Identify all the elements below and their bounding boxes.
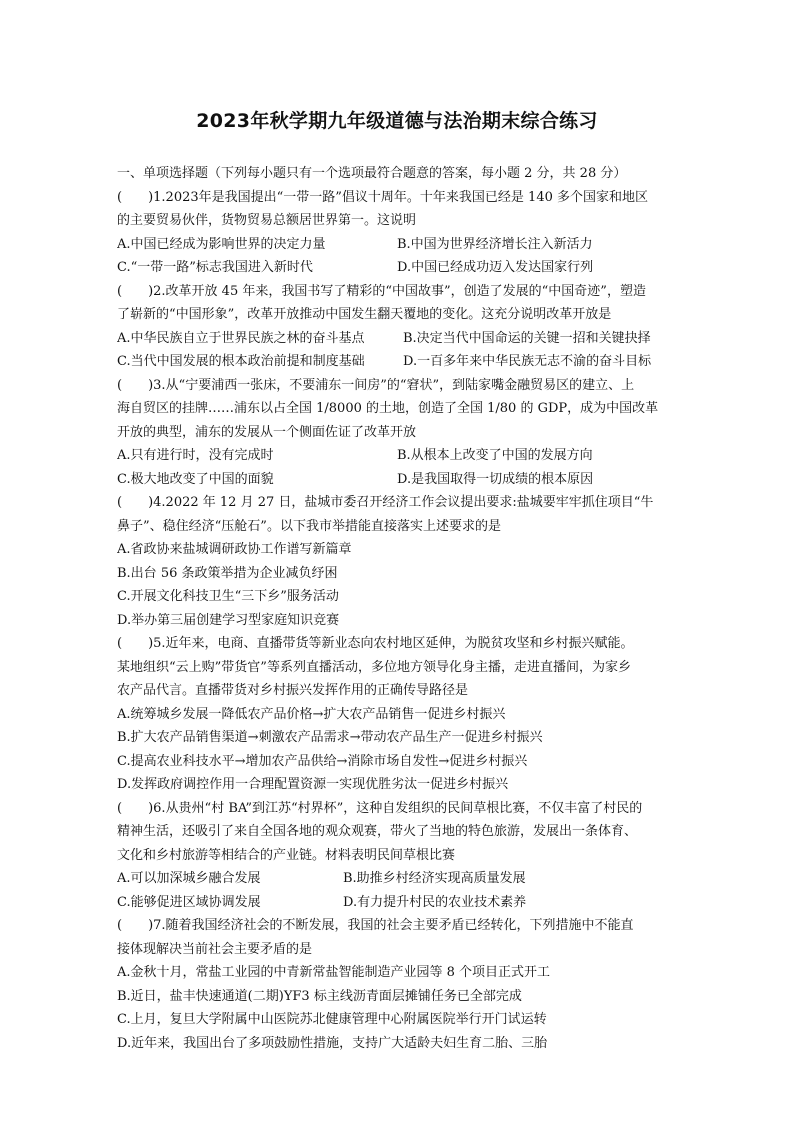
option-row: [117, 256, 677, 280]
question-stem-line: 农产品代言。直播带货对乡村振兴发挥作用的正确传导路径是: [117, 683, 469, 698]
option-c: C.提高农业科技水平→增加农产品供给→消除市场自发性→促进乡村振兴: [117, 753, 528, 769]
question-stem-line: 文化和乡村旅游等相结合的产业链。材料表明民间草根比赛: [117, 847, 456, 863]
question-stem-line: 鼻子”、稳住经济“压舱石”。以下我市举措能直接落实上述要求的是: [117, 518, 501, 534]
option-c: C.上月，复旦大学附属中山医院苏北健康管理中心附属医院举行开门试运转: [117, 1012, 547, 1027]
option-d: D.是我国取得一切成绩的根本原因: [397, 471, 594, 487]
question-stem-line: ( )4.2022 年 12 月 27 日，盐城市委召开经济工作会议提出要求:盐城要牢牢抓住项目“牛: [117, 495, 654, 510]
question-stem-line: 精神生活，还吸引了来自全国各地的观众观赛，带火了当地的特色旅游，发展出一条体育、: [117, 824, 638, 839]
option-c: C.“一带一路”标志我国进入新时代: [117, 260, 313, 275]
question-stem-line: ( )7.随着我国经济社会的不断发展，我国的社会主要矛盾已经转化，下列措施中不能直: [117, 918, 634, 933]
question-stem-line: ( )1.2023年是我国提出“一带一路”倡议十周年。十年来我国已经是 140 多个国家和地区: [117, 189, 649, 205]
question-stem-line: ( )6.从贵州“村 BA”到江苏“村界杯”，这种自发组织的民间草根比赛，不仅丰富了村民的: [117, 800, 643, 816]
option-a: A.统筹城乡发展一降低农产品价格→扩大农产品销售一促进乡村振兴: [117, 706, 506, 722]
option-a: A.只有进行时，没有完成时: [117, 448, 274, 463]
exam-content: [117, 162, 677, 1055]
option-d: D.一百多年来中华民族无志不渝的奋斗目标: [403, 354, 652, 369]
option-d: D.发挥政府调控作用一合理配置资源一实现优胜劣汰一促进乡村振兴: [117, 777, 509, 792]
option-b: B.从根本上改变了中国的发展方向: [397, 448, 593, 463]
option-b: B.出台 56 条政策举措为企业减负纾困: [117, 565, 338, 581]
option-c: C.当代中国发展的根本政治前提和制度基础: [117, 354, 365, 369]
option-row: [117, 468, 677, 492]
option-a: A.省政协来盐城调研政协工作谱写新篇章: [117, 542, 352, 557]
section-heading: 一、单项选择题（下列每小题只有一个选项最符合题意的答案，每小题 2 分，共 28 分）: [117, 166, 627, 181]
option-b: B.中国为世界经济增长注入新活力: [397, 236, 593, 252]
question-stem-line: ( )3.从“宁要浦西一张床，不要浦东一间房”的“窘状”，到陆家嘴金融贸易区的建立、上: [117, 377, 635, 393]
question-stem-line: 接体现解决当前社会主要矛盾的是: [117, 941, 313, 957]
option-d: D.举办第三届创建学习型家庭知识竞赛: [117, 612, 340, 628]
option-c: C.能够促进区域协调发展: [117, 894, 261, 910]
question-stem-line: 开放的典型，浦东的发展从一个侧面佐证了改革开放: [117, 424, 417, 440]
question-stem-line: ( )2.改革开放 45 年来，我国书写了精彩的“中国故事”，创造了发展的“中国奇迹”，塑造: [117, 283, 646, 299]
option-b: B.决定当代中国命运的关键一招和关键抉择: [403, 330, 651, 346]
option-row: [117, 233, 677, 257]
question-stem-line: 海自贸区的挂牌……浦东以占全国 1/8000 的土地，创造了全国 1/80 的 GDP，成为中国改革: [117, 401, 659, 416]
option-c: C.极大地改变了中国的面貌: [117, 471, 274, 487]
option-row: [117, 891, 677, 915]
question-stem-line: 了崭新的“中国形象”，改革开放推动中国发生翻天覆地的变化。这充分说明改革开放是: [117, 307, 612, 322]
option-row: [117, 350, 677, 374]
option-c: C.开展文化科技卫生“三下乡”服务活动: [117, 589, 339, 604]
option-row: [117, 327, 677, 351]
question-stem-line: 的主要贸易伙伴，货物贸易总额居世界第一。这说明: [117, 213, 417, 228]
page-title: 2023年秋学期九年级道德与法治期末综合练习: [196, 110, 598, 132]
option-a: A.中国已经成为影响世界的决定力量: [117, 236, 326, 252]
option-row: [117, 444, 677, 468]
option-b: B.近日，盐丰快速通道(二期)YF3 标主线沥青面层摊铺任务已全部完成: [117, 988, 522, 1004]
question-stem-line: 某地组织“云上购”带货官”等系列直播活动，多位地方领导化身主播，走进直播间，为家乡: [117, 659, 631, 675]
option-b: B.助推乡村经济实现高质量发展: [343, 871, 526, 886]
option-a: A.可以加深城乡融合发展: [117, 871, 261, 886]
option-a: A.中华民族自立于世界民族之林的奋斗基点: [117, 330, 365, 346]
option-d: D.近年来，我国出台了多项鼓励性措施，支持广大适龄夫妇生育二胎、三胎: [117, 1035, 548, 1051]
option-b: B.扩大农产品销售渠道→刺激农产品需求→带动农产品生产一促进乡村振兴: [117, 730, 543, 745]
question-stem-line: ( )5.近年来，电商、直播带货等新业态向农村地区延伸，为脱贫攻坚和乡村振兴赋能。: [117, 636, 634, 651]
option-a: A.金秋十月，常盐工业园的中青新常盐智能制造产业园等 8 个项目正式开工: [117, 965, 551, 980]
option-row: [117, 867, 677, 891]
option-d: D.有力提升村民的农业技术素养: [343, 894, 527, 910]
option-d: D.中国已经成功迈入发达国家行列: [397, 260, 594, 275]
